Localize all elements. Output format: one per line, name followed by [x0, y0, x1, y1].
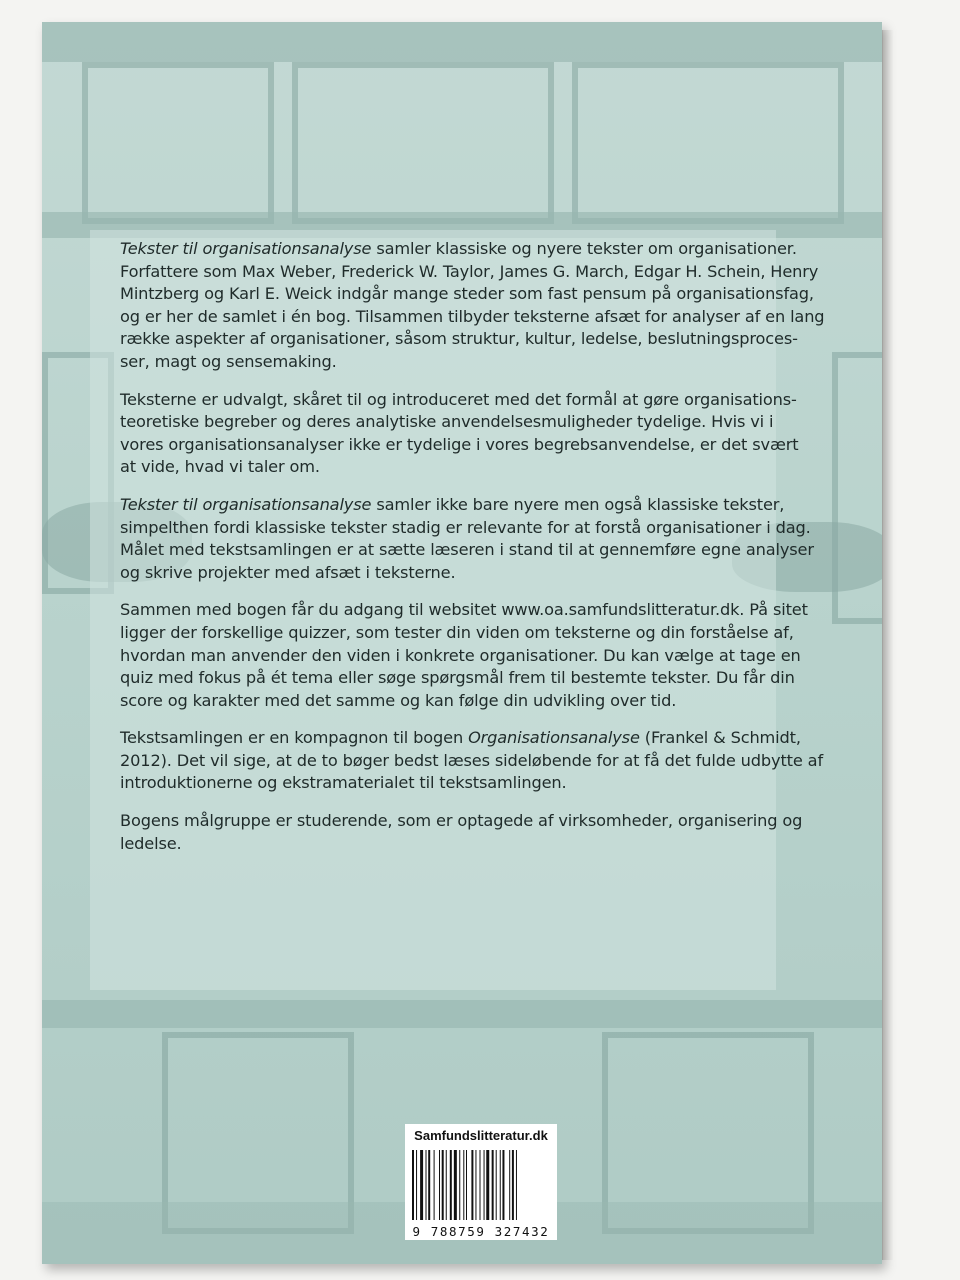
text-line — [120, 328, 798, 351]
text-line — [120, 810, 803, 833]
isbn-number: 9 788759 327432 — [412, 1224, 550, 1239]
text-segment: Målet med tekstsamlingen er at sætte læseren i stand til at gennemføre egne analyser — [120, 540, 814, 560]
barcode-bar — [496, 1150, 497, 1220]
paragraph — [120, 238, 825, 374]
barcode-bar — [471, 1150, 473, 1220]
text-line — [120, 539, 814, 562]
barcode-bar — [492, 1150, 494, 1220]
barcode-bar — [450, 1150, 452, 1220]
text-line — [120, 283, 814, 306]
text-segment: Tekstsamlingen er en kompagnon til bogen — [120, 728, 469, 748]
background-window — [572, 62, 844, 224]
paragraph — [120, 727, 823, 795]
text-segment: vores organisationsanalyser ikke er tydelige i vores begrebsanvendelse, er det svært — [120, 434, 799, 454]
publisher-logo: Samfundslitteratur.dk — [414, 1128, 548, 1143]
background-beam — [42, 1000, 882, 1028]
barcode-bar — [500, 1150, 501, 1220]
barcode-bar — [454, 1150, 457, 1220]
paragraph — [120, 810, 803, 855]
barcode-bar — [442, 1150, 444, 1220]
text-segment: Sammen med bogen får du adgang til websitet www.oa.samfundslitteratur.dk. På sitet — [120, 600, 808, 620]
barcode-bar — [420, 1150, 423, 1220]
text-line — [120, 351, 760, 374]
barcode-bar — [512, 1150, 514, 1220]
book-title-italic: Tekster til organisationsanalyse — [120, 494, 372, 514]
text-segment: ligger der forskellige quizzer, som tester din viden om teksterne og din forståelse af, — [120, 622, 794, 642]
text-segment: række aspekter af organisationer, såsom struktur, kultur, ledelse, beslutningsproces- — [120, 329, 798, 349]
text-line — [120, 456, 760, 479]
book-title-italic: Organisationsanalyse — [468, 728, 640, 748]
text-segment: og skrive projekter med afsæt i teksterne. — [120, 562, 456, 582]
barcode-bar — [480, 1150, 481, 1220]
barcode-bar — [475, 1150, 476, 1220]
text-segment: simpelthen fordi klassiske tekster stadig er relevante for at forstå organisationer i dag. — [120, 517, 811, 537]
text-line — [120, 306, 825, 329]
paragraph — [120, 494, 814, 584]
text-segment: Forfattere som Max Weber, Frederick W. Taylor, James G. March, Edgar H. Schein, Henry — [120, 261, 819, 281]
barcode-bar — [484, 1150, 485, 1220]
text-segment: Bogens målgruppe er studerende, som er optagede af virksomheder, organisering og — [120, 811, 803, 831]
text-segment: teoretiske begreber og deres analytiske anvendelsesmuligheder tydelige. Hvis vi i — [120, 412, 774, 432]
barcode-bar — [502, 1150, 504, 1220]
text-segment: samler ikke bare nyere men også klassiske tekster, — [371, 494, 785, 514]
book-title-italic: Tekster til organisationsanalyse — [120, 239, 372, 258]
paragraph — [120, 389, 799, 479]
text-line — [120, 517, 811, 540]
text-segment: hvordan man anvender den viden i konkrete organisationer. Du kan vælge at tage en — [120, 645, 801, 665]
text-segment: og er her de samlet i én bog. Tilsammen tilbyder teksterne afsæt for analyser af en lang — [120, 306, 825, 326]
blurb-text — [120, 238, 825, 870]
text-line — [120, 772, 760, 795]
text-segment: quiz med fokus på ét tema eller søge spørgsmål frem til bestemte tekster. Du får din — [120, 668, 795, 688]
barcode-bar — [463, 1150, 464, 1220]
text-segment: 2012). Det vil sige, at de to bøger bedst læses sideløbende for at få det fulde udbytte af — [120, 750, 823, 770]
text-segment: ser, magt og sensemaking. — [120, 351, 337, 371]
book-page-edge — [882, 30, 893, 1260]
barcode-bar — [434, 1150, 435, 1220]
background-window — [82, 62, 274, 224]
barcode — [410, 1150, 552, 1222]
paragraph — [120, 599, 808, 712]
text-line — [120, 494, 785, 517]
text-line — [120, 727, 801, 750]
text-segment: samler klassiske og nyere tekster om organisationer. — [371, 239, 797, 258]
text-line — [120, 645, 801, 668]
text-line — [120, 411, 774, 434]
text-segment: (Frankel & Schmidt, — [639, 728, 801, 748]
text-line — [120, 261, 819, 284]
text-segment: Mintzberg og Karl E. Weick indgår mange steder som fast pensum på organisationsfag, — [120, 284, 814, 304]
text-line — [120, 389, 797, 412]
text-line — [120, 599, 808, 622]
text-segment: Teksterne er udvalgt, skåret til og introduceret med det formål at gøre organisations- — [120, 389, 797, 409]
barcode-bar — [509, 1150, 510, 1220]
barcode-bar — [426, 1150, 427, 1220]
text-line — [120, 690, 760, 713]
barcode-bar — [459, 1150, 460, 1220]
text-segment: at vide, hvad vi taler om. — [120, 457, 320, 477]
text-line — [120, 238, 797, 261]
text-line — [120, 562, 760, 585]
text-line — [120, 622, 794, 645]
barcode-bar — [428, 1150, 430, 1220]
barcode-bar — [439, 1150, 440, 1220]
text-line — [120, 833, 760, 856]
barcode-bar — [486, 1150, 489, 1220]
barcode-bar — [466, 1150, 467, 1220]
barcode-bar — [516, 1150, 517, 1220]
barcode-bar — [416, 1150, 417, 1220]
text-segment: score og karakter med det samme og kan følge din udvikling over tid. — [120, 690, 677, 710]
text-line — [120, 434, 799, 457]
text-segment: introduktionerne og ekstramaterialet til tekstsamlingen. — [120, 773, 567, 793]
background-window — [292, 62, 554, 224]
barcode-bar — [446, 1150, 447, 1220]
background-beam — [42, 22, 882, 62]
text-segment: ledelse. — [120, 833, 182, 853]
text-line — [120, 750, 823, 773]
text-line — [120, 667, 795, 690]
barcode-bar — [412, 1150, 414, 1220]
